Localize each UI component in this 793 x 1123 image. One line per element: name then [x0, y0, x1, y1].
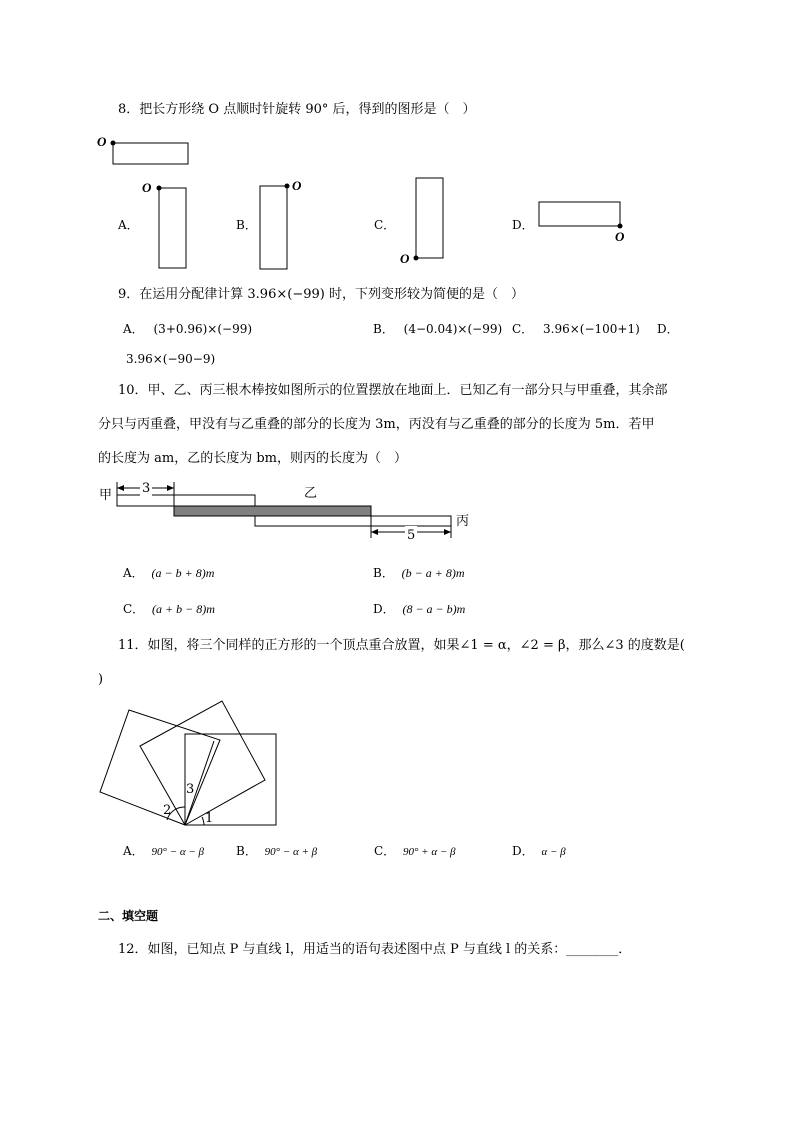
q9-text: 9．在运用分配律计算 3.96×(−99) 时，下列变形较为简便的是（ ） [118, 287, 524, 302]
q8-option-c[interactable]: C． [374, 218, 396, 232]
q10-option-b-expr: (b − a + 8)m [401, 566, 465, 580]
q11-option-a[interactable] [123, 841, 204, 862]
q11-option-d-expr: α − β [541, 846, 566, 858]
q8-option-d[interactable]: D． [512, 218, 534, 232]
q10-label-yi: 乙 [304, 486, 318, 501]
q8-option-b[interactable]: B． [236, 218, 257, 232]
q11-line1: 11．如图，将三个同样的正方形的一个顶点重合放置，如果∠1 = α，∠2 = β，那么∠3 的度数是( [118, 638, 685, 653]
q10-line3: 的长度为 am，乙的长度为 bm，则丙的长度为（ ） [98, 451, 407, 466]
q11-option-a-expr: 90° − α − β [151, 846, 204, 858]
q9-option-c-expr: 3.96×(−100+1) [543, 322, 640, 336]
q10-label-3: 3 [140, 479, 152, 499]
section-title-fill-in: 二、填空题 [98, 909, 159, 923]
q8-c-point-label: O [400, 251, 410, 266]
q11-angle-1: 1 [205, 811, 214, 826]
q10-label-bing: 丙 [456, 514, 470, 529]
q9-option-c-letter: C． [512, 322, 534, 336]
q9-option-a-letter: A． [123, 322, 144, 336]
q10-option-a-letter: A． [123, 566, 144, 580]
q9-option-d-letter[interactable]: D． [657, 322, 679, 336]
q8-option-a[interactable]: A． [118, 218, 139, 232]
q10-option-b-letter: B． [373, 566, 394, 580]
q11-option-b[interactable] [236, 841, 317, 862]
q9-option-d-expr: 3.96×(−90−9) [126, 352, 216, 366]
q10-label-5: 5 [405, 526, 417, 546]
q11-option-c-letter: C． [374, 844, 396, 858]
q10-option-c-letter: C． [123, 602, 145, 616]
q8-text: 8．把长方形绕 O 点顺时针旋转 90° 后，得到的图形是（ ） [118, 102, 476, 117]
q11-option-b-expr: 90° − α + β [264, 846, 318, 858]
q8-original-point-label: O [97, 134, 107, 149]
q10-option-a-expr: (a − b + 8)m [151, 566, 215, 580]
q8-a-point-label: O [142, 180, 152, 195]
q9-option-a-expr: (3+0.96)×(−99) [153, 322, 253, 336]
q11-option-c[interactable] [374, 841, 456, 862]
q10-option-d-letter: D． [373, 602, 395, 616]
q12-text: 12．如图，已知点 P 与直线 l，用适当的语句表述图中点 P 与直线 l 的关系：________． [118, 942, 632, 957]
q8-b-point-label: O [292, 178, 302, 193]
q10-option-c-expr: (a + b − 8)m [152, 602, 215, 616]
q11-option-b-letter: B． [236, 844, 257, 858]
q11-angle-2: 2 [163, 803, 172, 818]
q11-option-a-letter: A． [123, 844, 144, 858]
q9-option-b-expr: (4−0.04)×(−99) [403, 322, 503, 336]
q10-line2: 分只与丙重叠，甲没有与乙重叠的部分的长度为 3m，丙没有与乙重叠的部分的长度为 5m．若甲 [98, 417, 655, 432]
q11-option-d[interactable] [512, 841, 566, 862]
q9-option-b-letter: B． [373, 322, 394, 336]
q11-option-d-letter: D． [512, 844, 534, 858]
q11-angle-3: 3 [186, 782, 195, 797]
q11-option-c-expr: 90° + α − β [403, 846, 456, 858]
q10-line1: 10．甲、乙、丙三根木棒按如图所示的位置摆放在地面上．已知乙有一部分只与甲重叠，其余部 [118, 383, 668, 398]
q8-d-point-label: O [615, 229, 625, 244]
q11-line2: ) [98, 672, 104, 687]
q10-option-d-expr: (8 − a − b)m [402, 602, 466, 616]
q10-label-jia: 甲 [99, 488, 113, 503]
